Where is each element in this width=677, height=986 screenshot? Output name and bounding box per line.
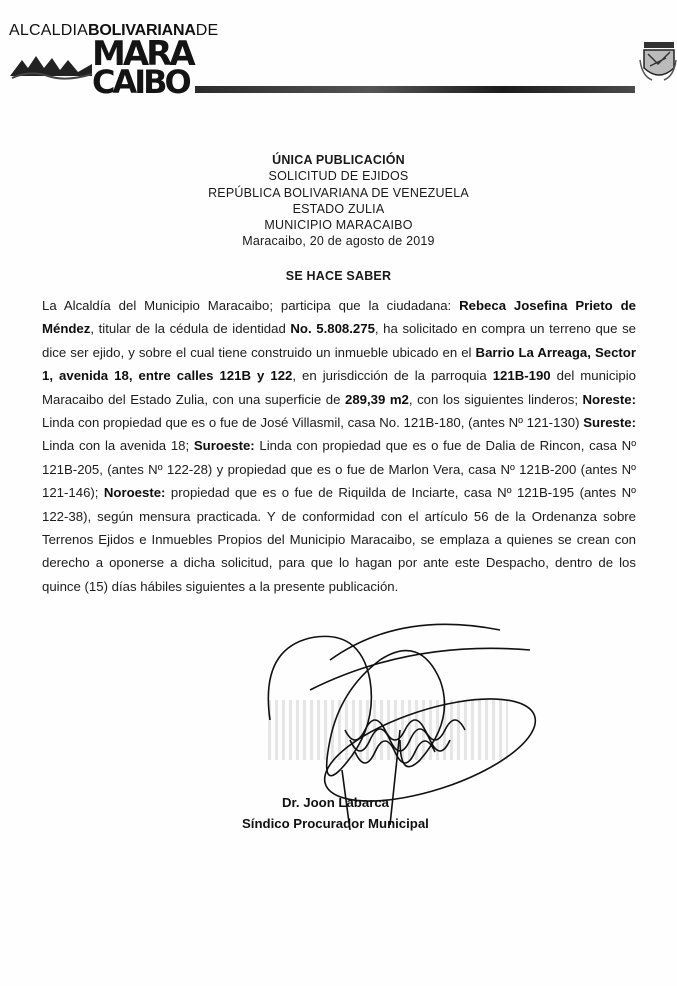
country-name: REPÚBLICA BOLIVARIANA DE VENEZUELA: [208, 185, 469, 200]
brand-city-line2: CAIBO: [92, 63, 189, 101]
letterhead: [0, 0, 677, 110]
publication-label: ÚNICA PUBLICACIÓN: [272, 153, 405, 167]
body-text: La Alcaldía del Municipio Maracaibo; participa que la ciudadana:: [42, 298, 460, 313]
signer-title: Síndico Procurador Municipal: [242, 816, 429, 831]
boundary-label-southeast: Sureste:: [583, 415, 636, 431]
property-area: 289,39 m2: [344, 391, 409, 407]
coat-of-arms-icon: [638, 40, 677, 84]
boundary-text-northwest: propiedad que es o fue de Riquilda de Inciarte, casa Nº 121B-195 (antes Nº 122-38), según mensura practicada. Y de conformidad con el artículo 56 de la Ordenanza sobre Terrenos Ejidos e Inmuebles Propios del Municipio Maracaibo, se emplaza a quienes se crean con derecho a oponerse a dicha solicitud, para que lo hagan por ante este Despacho, dentro de los quince (15) días hábiles siguientes a la presente publicación.: [42, 485, 636, 594]
header-rule: [195, 86, 635, 93]
state-name: ESTADO ZULIA: [292, 201, 385, 216]
place-date: Maracaibo, 20 de agosto de 2019: [242, 234, 435, 249]
signer-name: Dr. Joon Labarca: [282, 795, 389, 810]
boundary-label-southwest: Suroeste:: [193, 438, 255, 454]
boundary-label-northwest: Noroeste:: [103, 485, 166, 501]
city-logo-icon: [8, 46, 94, 80]
applicant-name: Rebeca Josefina Prieto de Méndez: [42, 298, 636, 337]
notice-heading: SE HACE SABER: [285, 269, 392, 283]
boundary-label-northeast: Noreste:: [582, 391, 636, 407]
body-text: , titular de la cédula de identidad: [90, 321, 291, 337]
brand-prefix: ALCALDIA: [9, 22, 88, 39]
municipality-name: MUNICIPIO MARACAIBO: [264, 218, 413, 233]
body-text: , con los siguientes linderos;: [408, 391, 583, 407]
notice-body: [42, 294, 636, 598]
property-location: Barrio La Arreaga, Sector 1, avenida 18, entre calles 121B y 122: [42, 344, 636, 384]
id-number: No. 5.808.275: [290, 321, 375, 337]
boundary-text-southeast: Linda con la avenida 18;: [42, 438, 194, 454]
boundary-text-northeast: Linda con propiedad que es o fue de José Villasmil, casa No. 121B-180, (antes Nº 121-130): [42, 415, 584, 431]
parish-code: 121B-190: [492, 368, 551, 384]
header-block: [0, 152, 677, 250]
brand-middle: BOLIVARIANA: [87, 22, 196, 39]
body-text: , en jurisdicción de la parroquia: [292, 368, 493, 384]
brand-suffix: DE: [195, 22, 219, 39]
request-type: SOLICITUD DE EJIDOS: [268, 169, 409, 184]
boundary-text-southwest: Linda con propiedad que es o fue de Dalia de Rincon, casa Nº 121B-205, (antes Nº 122-28) y propiedad que es o fue de Marlon Vera, casa Nº 121B-200 (antes Nº 121-146);: [42, 438, 637, 501]
body-text: , ha solicitado en compra un terreno que se dice ser ejido, y sobre el cual tiene construido un inmueble ubicado en el: [42, 321, 636, 360]
body-text: del municipio Maracaibo del Estado Zulia, con una superficie de: [42, 368, 636, 407]
brand-city-line1: MARA: [92, 34, 193, 74]
